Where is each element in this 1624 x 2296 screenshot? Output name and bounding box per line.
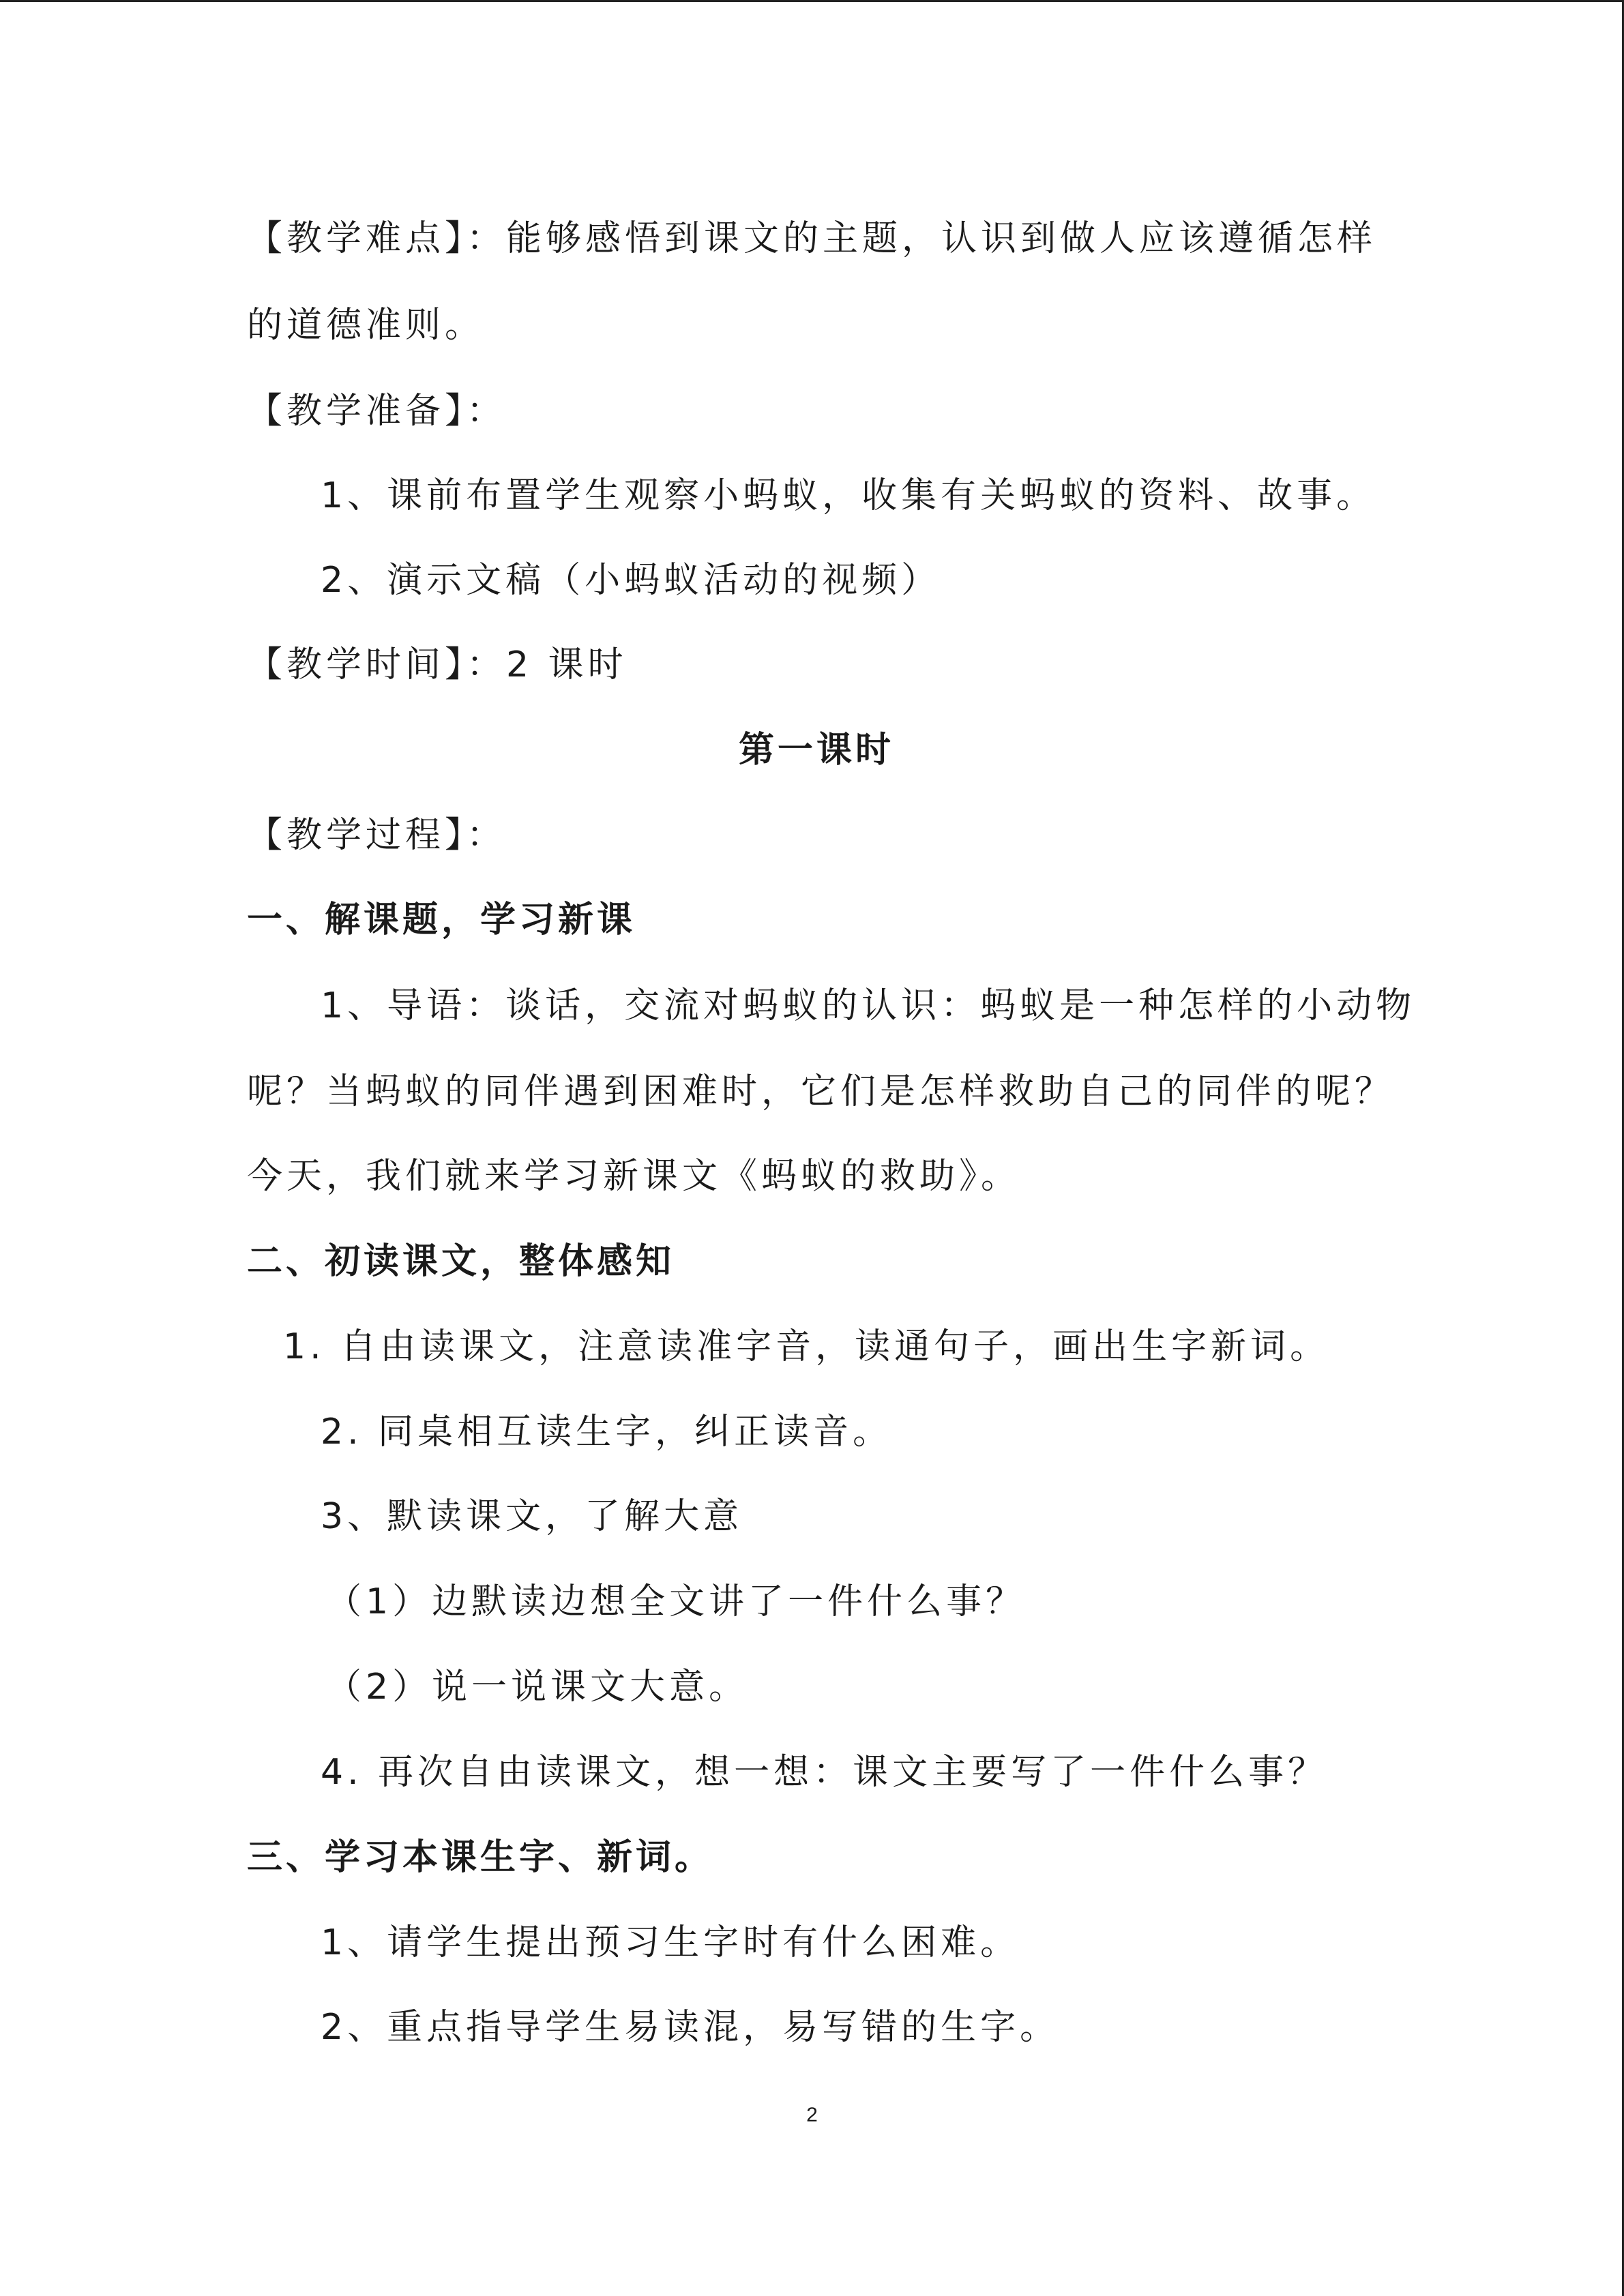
page-number: 2 bbox=[806, 2104, 818, 2126]
reading-step-3-sub-2: （2）说一说课文大意。 bbox=[326, 1667, 749, 1708]
lesson-title: 第一课时 bbox=[739, 730, 895, 771]
section-1-heading: 一、解课题，学习新课 bbox=[247, 899, 636, 940]
teaching-time-line: 【教学时间】：2 课时 bbox=[247, 644, 628, 685]
teaching-process-heading: 【教学过程】： bbox=[247, 815, 507, 856]
teaching-preparation-heading: 【教学准备】： bbox=[247, 391, 507, 432]
reading-step-2: 2. 同桌相互读生字，纠正读音。 bbox=[321, 1412, 893, 1452]
intro-line-1: 1、导语：谈话，交流对蚂蚁的认识：蚂蚁是一种怎样的小动物 bbox=[321, 985, 1416, 1026]
section-2-heading: 二、初读课文，整体感知 bbox=[247, 1241, 675, 1282]
section-3-heading: 三、学习本课生字、新词。 bbox=[247, 1837, 714, 1878]
teaching-difficulty-line-1: 【教学难点】：能够感悟到课文的主题，认识到做人应该遵循怎样 bbox=[247, 218, 1377, 259]
preparation-item-2: 2、演示文稿（小蚂蚁活动的视频） bbox=[321, 560, 941, 601]
reading-step-3-sub-1: （1）边默读边想全文讲了一件什么事？ bbox=[326, 1581, 1026, 1622]
vocab-step-2: 2、重点指导学生易读混，易写错的生字。 bbox=[321, 2007, 1060, 2048]
intro-line-3: 今天，我们就来学习新课文《蚂蚁的救助》。 bbox=[247, 1156, 1021, 1197]
preparation-item-1: 1、课前布置学生观察小蚂蚁，收集有关蚂蚁的资料、故事。 bbox=[321, 475, 1376, 516]
reading-step-4: 4. 再次自由读课文，想一想：课文主要写了一件什么事？ bbox=[321, 1752, 1328, 1793]
vocab-step-1: 1、请学生提出预习生字时有什么困难。 bbox=[321, 1922, 1020, 1963]
reading-step-3: 3、默读课文，了解大意 bbox=[321, 1496, 743, 1537]
page-border-top bbox=[0, 0, 1624, 2]
teaching-difficulty-line-2: 的道德准则。 bbox=[247, 305, 485, 346]
intro-line-2: 呢？当蚂蚁的同伴遇到困难时，它们是怎样救助自己的同伴的呢？ bbox=[247, 1071, 1395, 1112]
reading-step-1: 1. 自由读课文，注意读准字音，读通句子，画出生字新词。 bbox=[283, 1326, 1330, 1367]
